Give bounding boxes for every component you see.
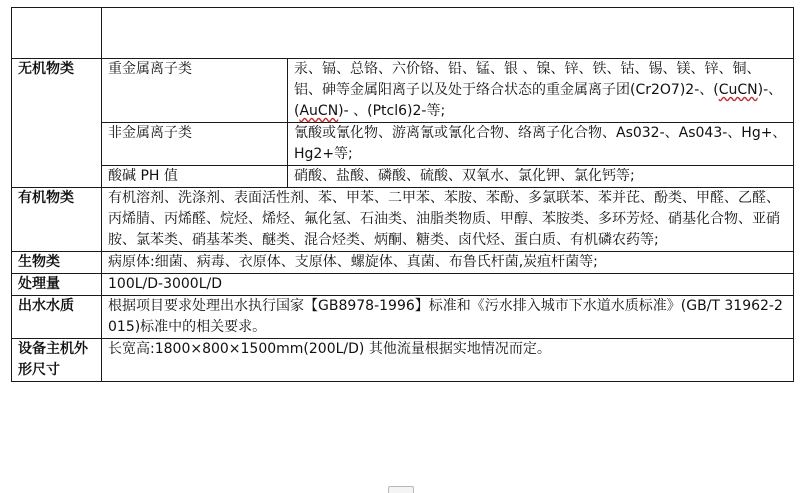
table-row-acid-base [12, 166, 794, 188]
acid-base-content: 硝酸、盐酸、磷酸、硫酸、双氧水、氯化钾、氯化钙等; [288, 166, 794, 188]
effluent-content: 根据项目要求处理出水执行国家【GB8978-1996】标准和《污水排入城市下水道水质标准》(GB/T 31962-2015)标准中的相关要求。 [102, 296, 794, 339]
category-capacity: 处理量 [12, 274, 102, 296]
table-row-biological [12, 252, 794, 274]
page-scroll-handle[interactable] [388, 486, 414, 493]
biological-content: 病原体:细菌、病毒、衣原体、支原体、螺旋体、真菌、布鲁氏杆菌,炭疽杆菌等; [102, 252, 794, 274]
size-content: 长宽高:1800×800×1500mm(200L/D) 其他流量根据实地情况而定。 [102, 339, 794, 382]
organic-content: 有机溶剂、洗涤剂、表面活性剂、苯、甲苯、二甲苯、苯胺、苯酚、多氯联苯、苯并芘、酚类、甲醛、乙醛、丙烯腈、丙烯醛、烷烃、烯烃、氟化氢、石油类、油脂类物质、甲醇、苯胺类、多环芳烃、硝基化合物、亚硝胺、氯苯类、硝基苯类、醚类、混合烃类、炳酮、糖类、卤代烃、蛋白质、有机磷农药等; [102, 188, 794, 252]
table-row-organic [12, 188, 794, 252]
subcategory-acid-base: 酸碱 PH 值 [102, 166, 288, 188]
spellcheck-cucn: CuCN [718, 82, 758, 98]
non-metal-content: 氰酸或氰化物、游离氰或氰化合物、络离子化合物、As032-、As043-、Hg+、Hg2+等; [288, 123, 794, 166]
category-inorganic: 无机物类 [12, 59, 102, 188]
heavy-metal-content: 汞、镉、总铬、六价铬、铅、锰、银 、镍、锌、铁、钴、锡、镁、锌、铜、铝、砷等金属阳离子以及处于络合状态的重金属离子团(Cr2O7)2-、(CuCN)-、(AuCN)- 、(Ptcl6)2-等; [288, 59, 794, 123]
table-row-effluent [12, 296, 794, 339]
category-size: 设备主机外形尺寸 [12, 339, 102, 382]
treatment-spec-table [11, 7, 794, 382]
spellcheck-aucn: AuCN [299, 103, 339, 119]
table-row-size [12, 339, 794, 382]
category-biological: 生物类 [12, 252, 102, 274]
category-effluent: 出水水质 [12, 296, 102, 339]
subcategory-non-metal: 非金属离子类 [102, 123, 288, 166]
table-row-non-metal [12, 123, 794, 166]
table-header-row [12, 8, 794, 59]
capacity-content: 100L/D-3000L/D [102, 274, 794, 296]
header-cell-right [102, 8, 794, 59]
header-cell-left [12, 8, 102, 59]
table-row-heavy-metal [12, 59, 794, 123]
subcategory-heavy-metal: 重金属离子类 [102, 59, 288, 123]
category-organic: 有机物类 [12, 188, 102, 252]
table-row-capacity [12, 274, 794, 296]
